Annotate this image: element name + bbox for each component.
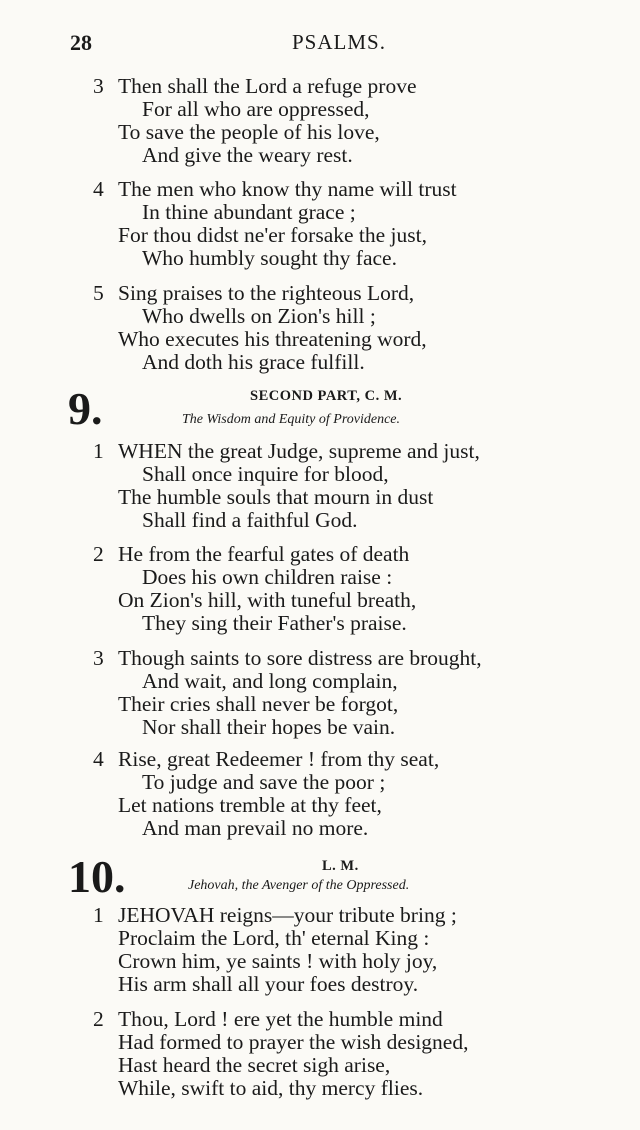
verse-line: While, swift to aid, thy mercy flies. <box>118 1076 424 1100</box>
verse-line: Does his own children raise : <box>142 565 393 589</box>
verse-line: JEHOVAH reigns—your tribute bring ; <box>118 903 457 927</box>
verse-line: Shall find a faithful God. <box>142 508 358 532</box>
verse-number: 2 <box>93 1007 104 1031</box>
page-number: 28 <box>70 30 92 55</box>
verse-line: In thine abundant grace ; <box>142 200 356 224</box>
verse-number: 4 <box>93 177 104 201</box>
hymn-subtitle: Jehovah, the Avenger of the Oppressed. <box>188 878 410 893</box>
verse-line: Nor shall their hopes be vain. <box>142 715 396 739</box>
verse-number: 1 <box>93 439 104 463</box>
verse-line: Had formed to prayer the wish designed, <box>118 1030 469 1054</box>
verse-line: And give the weary rest. <box>142 143 353 167</box>
verse-line: WHEN the great Judge, supreme and just, <box>118 439 480 463</box>
hymn-subtitle: The Wisdom and Equity of Providence. <box>182 412 400 427</box>
verse-line: The men who know thy name will trust <box>118 177 457 201</box>
verse-line: Sing praises to the righteous Lord, <box>118 281 415 305</box>
verse-line: Then shall the Lord a refuge prove <box>118 74 417 98</box>
verse-line: Shall once inquire for blood, <box>142 462 389 486</box>
verse-number: 1 <box>93 903 104 927</box>
hymn-meter: L. M. <box>322 858 359 874</box>
verse-line: On Zion's hill, with tuneful breath, <box>118 588 417 612</box>
verse-line: Who executes his threatening word, <box>118 327 427 351</box>
verse-number: 5 <box>93 281 104 305</box>
verse-line: Who humbly sought thy face. <box>142 246 397 270</box>
hymn-meter: SECOND PART, C. M. <box>250 388 403 404</box>
verse-line: Let nations tremble at thy feet, <box>118 793 382 817</box>
running-title: PSALMS. <box>292 30 386 54</box>
verse-line: For all who are oppressed, <box>142 97 370 121</box>
hymn-number: 9. <box>68 383 103 434</box>
verse-line: The humble souls that mourn in dust <box>118 485 434 509</box>
verse-line: Thou, Lord ! ere yet the humble mind <box>118 1007 443 1031</box>
verse-line: His arm shall all your foes destroy. <box>118 972 419 996</box>
verse-line: To save the people of his love, <box>118 120 380 144</box>
verse-line: Who dwells on Zion's hill ; <box>142 304 376 328</box>
verse-line: Proclaim the Lord, th' eternal King : <box>118 926 430 950</box>
hymn-number: 10. <box>68 851 126 902</box>
verse-number: 3 <box>93 646 104 670</box>
verse-line: They sing their Father's praise. <box>142 611 407 635</box>
verse-number: 4 <box>93 747 104 771</box>
verse-line: For thou didst ne'er forsake the just, <box>118 223 427 247</box>
verse-line: And man prevail no more. <box>142 816 369 840</box>
verse-number: 2 <box>93 542 104 566</box>
verse-line: And wait, and long complain, <box>142 669 398 693</box>
verse-line: He from the fearful gates of death <box>118 542 410 566</box>
verse-line: Hast heard the secret sigh arise, <box>118 1053 391 1077</box>
verse-line: Their cries shall never be forgot, <box>118 692 399 716</box>
verse-line: And doth his grace fulfill. <box>142 350 365 374</box>
verse-line: Rise, great Redeemer ! from thy seat, <box>118 747 440 771</box>
verse-line: Crown him, ye saints ! with holy joy, <box>118 949 438 973</box>
verse-line: Though saints to sore distress are brought, <box>118 646 482 670</box>
page-header <box>0 30 640 60</box>
verse-number: 3 <box>93 74 104 98</box>
verse-line: To judge and save the poor ; <box>142 770 386 794</box>
